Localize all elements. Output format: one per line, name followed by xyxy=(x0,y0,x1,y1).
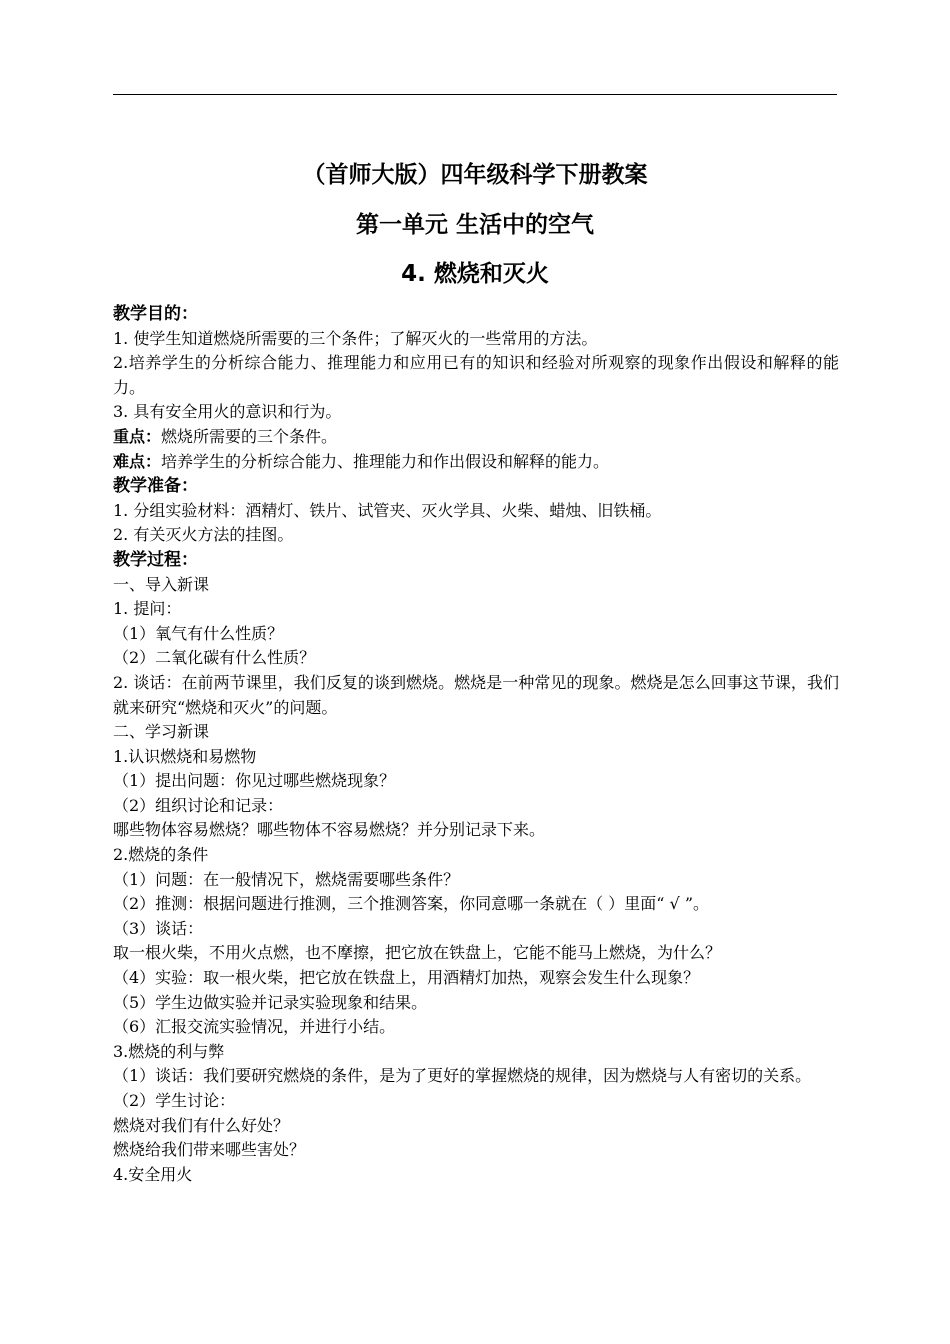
process-line: （3）谈话： xyxy=(113,918,204,938)
goal-item: 2.培养学生的分析综合能力、推理能力和应用已有的知识和经验对所观察的现象作出假设和解释的能力。 xyxy=(113,353,839,397)
process-line: 二、学习新课 xyxy=(113,722,210,742)
key-point-label: 重点： xyxy=(113,426,162,446)
goal-item: 1. 使学生知道燃烧所需要的三个条件；了解灭火的一些常用的方法。 xyxy=(113,328,598,348)
process-line: 4.安全用火 xyxy=(113,1164,193,1184)
process-line: （1）提出问题：你见过哪些燃烧现象？ xyxy=(113,771,396,791)
difficulty-point xyxy=(113,450,839,475)
prep-item: 2. 有关灭火方法的挂图。 xyxy=(113,525,294,545)
process-line: （6）汇报交流实验情况，并进行小结。 xyxy=(113,1017,396,1037)
process-line: （1）问题：在一般情况下，燃烧需要哪些条件？ xyxy=(113,869,460,889)
goal-item: 3. 具有安全用火的意识和行为。 xyxy=(113,402,342,422)
process-line: 取一根火柴，不用火点燃，也不摩擦，把它放在铁盘上，它能不能马上燃烧，为什么？ xyxy=(113,943,722,963)
unit-title: 第一单元 生活中的空气 xyxy=(355,212,594,238)
process-line: （2）学生讨论： xyxy=(113,1091,236,1110)
process-line: （4）实验：取一根火柴，把它放在铁盘上，用酒精灯加热，观察会发生什么现象？ xyxy=(113,968,700,988)
process-line: 燃烧给我们带来哪些害处？ xyxy=(113,1140,306,1160)
process-line: （1）谈话：我们要研究燃烧的条件，是为了更好的掌握燃烧的规律，因为燃烧与人有密切的关系。 xyxy=(113,1066,812,1086)
key-point xyxy=(113,425,839,450)
process-line: 2.燃烧的条件 xyxy=(113,845,209,865)
key-point-text: 燃烧所需要的三个条件。 xyxy=(161,426,338,446)
goals-heading: 教学目的： xyxy=(113,304,198,324)
lesson-title: 4. 燃烧和灭火 xyxy=(401,261,549,287)
process-line: （1）氧气有什么性质？ xyxy=(113,623,284,643)
process-line: （2）推测：根据问题进行推测，三个推测答案，你同意哪一条就在（ ）里面“ √ ”。 xyxy=(113,894,709,914)
document-body xyxy=(113,302,839,1187)
process-line: 1. 提问： xyxy=(113,599,182,619)
process-line: 一、导入新课 xyxy=(113,574,210,594)
difficulty-text: 培养学生的分析综合能力、推理能力和作出假设和解释的能力。 xyxy=(161,451,610,471)
document-title: （首师大版）四年级科学下册教案 xyxy=(302,162,648,188)
process-line: 哪些物体容易燃烧？哪些物体不容易燃烧？并分别记录下来。 xyxy=(113,820,546,840)
process-line: （5）学生边做实验并记录实验现象和结果。 xyxy=(113,992,428,1012)
process-line: 3.燃烧的利与弊 xyxy=(113,1041,225,1061)
header-rule xyxy=(113,94,837,95)
process-line: 燃烧对我们有什么好处？ xyxy=(113,1115,290,1135)
difficulty-label: 难点： xyxy=(113,451,162,471)
process-line: （2）组织讨论和记录： xyxy=(113,795,284,815)
process-line: 2. 谈话：在前两节课里，我们反复的谈到燃烧。燃烧是一种常见的现象。燃烧是怎么回事这节课，我们就来研究“燃烧和灭火”的问题。 xyxy=(113,672,839,717)
prep-heading: 教学准备： xyxy=(113,476,198,497)
process-line: 1.认识燃烧和易燃物 xyxy=(113,746,257,766)
process-line: （2）二氧化碳有什么性质？ xyxy=(113,648,316,668)
process-heading: 教学过程： xyxy=(113,549,198,570)
prep-item: 1. 分组实验材料：酒精灯、铁片、试管夹、灭火学具、火柴、蜡烛、旧铁桶。 xyxy=(113,500,662,520)
